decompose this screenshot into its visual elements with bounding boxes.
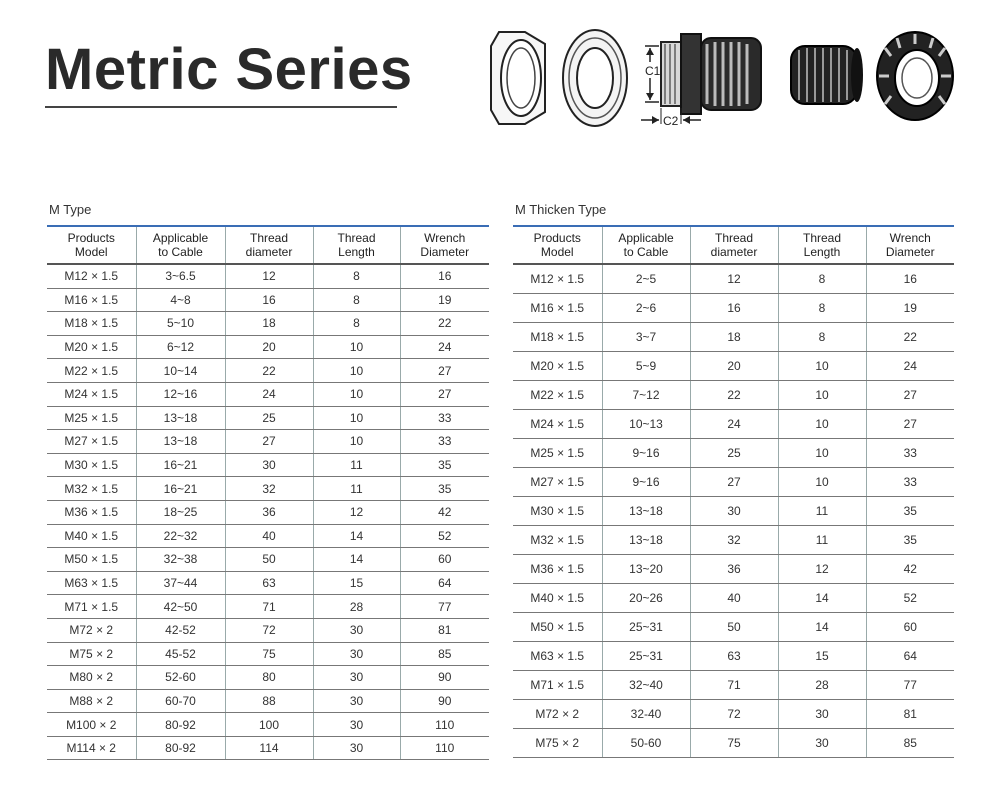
cell-products-model: M80 × 2 [47,666,136,690]
cell-applicable-cable: 80-92 [136,736,225,760]
table-row [47,500,489,524]
cell-applicable-cable: 13~18 [602,526,690,555]
cell-products-model: M40 × 1.5 [513,584,602,613]
cell-thread-length: 11 [313,477,400,501]
cell-thread-length: 8 [313,288,400,312]
cell-applicable-cable: 25~31 [602,642,690,671]
table-row [513,381,954,410]
cell-wrench-diameter: 85 [866,729,954,758]
cell-applicable-cable: 45-52 [136,642,225,666]
cell-wrench-diameter: 33 [400,430,489,454]
cell-products-model: M24 × 1.5 [513,410,602,439]
cell-applicable-cable: 13~18 [602,497,690,526]
cell-wrench-diameter: 19 [400,288,489,312]
cell-thread-length: 30 [313,618,400,642]
cell-thread-length: 8 [313,312,400,336]
cell-thread-length: 14 [778,584,866,613]
cell-products-model: M27 × 1.5 [47,430,136,454]
header-products-model [47,226,136,264]
table-row [47,524,489,548]
cell-products-model: M20 × 1.5 [513,352,602,381]
cell-thread-diameter: 25 [225,406,313,430]
svg-text:C1: C1 [645,64,661,78]
cell-wrench-diameter: 24 [866,352,954,381]
cell-products-model: M63 × 1.5 [47,571,136,595]
m-thicken-type-caption: M Thicken Type [515,202,607,217]
table-row [47,595,489,619]
cell-wrench-diameter: 35 [866,526,954,555]
svg-text:C2: C2 [663,114,679,128]
cell-products-model: M36 × 1.5 [513,555,602,584]
cell-products-model: M32 × 1.5 [47,477,136,501]
cell-products-model: M27 × 1.5 [513,468,602,497]
cell-wrench-diameter: 81 [400,618,489,642]
cell-products-model: M71 × 1.5 [513,671,602,700]
cell-applicable-cable: 13~18 [136,406,225,430]
cell-thread-diameter: 18 [225,312,313,336]
cell-wrench-diameter: 90 [400,689,489,713]
table-row [513,555,954,584]
cell-thread-length: 15 [313,571,400,595]
cell-thread-length: 11 [778,497,866,526]
cell-applicable-cable: 2~6 [602,294,690,323]
cell-thread-diameter: 24 [690,410,778,439]
cell-thread-diameter: 114 [225,736,313,760]
cell-applicable-cable: 42~50 [136,595,225,619]
table-row [513,526,954,555]
header-thread-diameter [225,226,313,264]
cell-wrench-diameter: 42 [400,500,489,524]
cell-wrench-diameter: 85 [400,642,489,666]
table-row [513,264,954,294]
cell-thread-diameter: 24 [225,382,313,406]
cell-applicable-cable: 13~20 [602,555,690,584]
cell-thread-length: 28 [778,671,866,700]
table-row [513,497,954,526]
cell-applicable-cable: 6~12 [136,335,225,359]
header-line: to Cable [623,245,669,259]
lock-nut-icon [491,32,545,124]
cell-wrench-diameter: 52 [866,584,954,613]
cell-wrench-diameter: 35 [400,477,489,501]
cap-nut-front-icon [877,32,953,120]
cell-applicable-cable: 9~16 [602,439,690,468]
table-row [47,689,489,713]
cell-products-model: M18 × 1.5 [47,312,136,336]
cell-applicable-cable: 3~6.5 [136,264,225,288]
cell-products-model: M72 × 2 [47,618,136,642]
cell-thread-length: 11 [778,526,866,555]
cell-thread-diameter: 50 [690,613,778,642]
cell-applicable-cable: 5~10 [136,312,225,336]
table-row [47,666,489,690]
table-row [47,359,489,383]
header-thread-diameter [690,226,778,264]
table-row [47,264,489,288]
cell-wrench-diameter: 77 [400,595,489,619]
cell-thread-diameter: 63 [225,571,313,595]
table-row [513,352,954,381]
cell-applicable-cable: 32~38 [136,548,225,572]
cell-applicable-cable: 9~16 [602,468,690,497]
header-line: Diameter [420,245,470,259]
table-row [513,729,954,758]
cell-thread-diameter: 25 [690,439,778,468]
cell-products-model: M25 × 1.5 [47,406,136,430]
cell-thread-length: 28 [313,595,400,619]
cell-thread-diameter: 40 [225,524,313,548]
cell-applicable-cable: 5~9 [602,352,690,381]
sealing-washer-icon [563,30,627,126]
table-row [513,642,954,671]
cell-thread-diameter: 20 [225,335,313,359]
cell-thread-diameter: 80 [225,666,313,690]
cell-products-model: M16 × 1.5 [47,288,136,312]
header-line: Thread [802,231,842,245]
cell-thread-length: 8 [778,264,866,294]
table-row [513,613,954,642]
header-line: Thread diameter [710,231,758,259]
cell-wrench-diameter: 52 [400,524,489,548]
header-line: Wrench [424,231,466,245]
table-row [47,642,489,666]
cell-thread-length: 14 [313,524,400,548]
cell-wrench-diameter: 110 [400,713,489,737]
cell-wrench-diameter: 64 [400,571,489,595]
cell-wrench-diameter: 42 [866,555,954,584]
cell-wrench-diameter: 77 [866,671,954,700]
cell-wrench-diameter: 27 [400,359,489,383]
cell-products-model: M50 × 1.5 [47,548,136,572]
header-line: Diameter [885,245,935,259]
cell-thread-diameter: 63 [690,642,778,671]
cell-applicable-cable: 52-60 [136,666,225,690]
cell-thread-diameter: 32 [225,477,313,501]
cell-applicable-cable: 20~26 [602,584,690,613]
table-row [47,713,489,737]
cell-thread-length: 8 [778,323,866,352]
cell-thread-diameter: 72 [225,618,313,642]
cell-products-model: M30 × 1.5 [513,497,602,526]
cell-thread-length: 8 [778,294,866,323]
cell-applicable-cable: 22~32 [136,524,225,548]
header-line: Applicable [152,231,209,245]
header-line: Wrench [889,231,931,245]
cell-products-model: M63 × 1.5 [513,642,602,671]
m-thicken-type-table [513,225,954,758]
m-type-table [47,225,489,760]
cell-thread-diameter: 71 [690,671,778,700]
cell-wrench-diameter: 16 [866,264,954,294]
cell-products-model: M71 × 1.5 [47,595,136,619]
cell-thread-diameter: 12 [690,264,778,294]
header-line: to Cable [158,245,203,259]
cell-wrench-diameter: 60 [400,548,489,572]
cell-thread-length: 10 [313,406,400,430]
cell-thread-length: 30 [778,729,866,758]
cell-thread-diameter: 88 [225,689,313,713]
cell-applicable-cable: 60-70 [136,689,225,713]
cell-products-model: M32 × 1.5 [513,526,602,555]
cell-products-model: M75 × 2 [47,642,136,666]
cell-thread-length: 10 [313,382,400,406]
header-wrench-diameter [866,226,954,264]
cell-products-model: M12 × 1.5 [47,264,136,288]
cell-wrench-diameter: 22 [866,323,954,352]
cell-thread-diameter: 27 [690,468,778,497]
cell-thread-diameter: 36 [690,555,778,584]
cell-thread-length: 10 [778,410,866,439]
cell-applicable-cable: 10~13 [602,410,690,439]
cell-thread-diameter: 20 [690,352,778,381]
cell-thread-diameter: 12 [225,264,313,288]
cell-wrench-diameter: 81 [866,700,954,729]
cell-thread-length: 30 [313,642,400,666]
cell-thread-diameter: 32 [690,526,778,555]
cable-gland-illustration [485,24,960,134]
cell-applicable-cable: 32-40 [602,700,690,729]
cell-applicable-cable: 10~14 [136,359,225,383]
cell-thread-diameter: 30 [690,497,778,526]
cell-thread-length: 15 [778,642,866,671]
cell-thread-length: 30 [313,666,400,690]
cap-nut-icon [791,46,863,104]
cell-applicable-cable: 25~31 [602,613,690,642]
cell-wrench-diameter: 22 [400,312,489,336]
cell-wrench-diameter: 24 [400,335,489,359]
header-wrench-diameter [400,226,489,264]
cell-products-model: M18 × 1.5 [513,323,602,352]
cell-products-model: M25 × 1.5 [513,439,602,468]
table-row [47,288,489,312]
table-row [513,584,954,613]
cell-wrench-diameter: 90 [400,666,489,690]
table-row [47,548,489,572]
cell-thread-length: 11 [313,453,400,477]
header-thread-length [778,226,866,264]
cell-products-model: M100 × 2 [47,713,136,737]
header-line: Length [803,245,841,259]
cell-thread-diameter: 40 [690,584,778,613]
cell-thread-length: 10 [778,381,866,410]
cell-thread-length: 30 [313,713,400,737]
cell-applicable-cable: 18~25 [136,500,225,524]
cell-thread-diameter: 71 [225,595,313,619]
table-row [513,468,954,497]
table-row [47,571,489,595]
page-title: Metric Series [45,37,413,102]
cell-thread-diameter: 100 [225,713,313,737]
cell-products-model: M72 × 2 [513,700,602,729]
cell-applicable-cable: 2~5 [602,264,690,294]
table-row [47,477,489,501]
cell-thread-length: 10 [778,439,866,468]
cell-applicable-cable: 80-92 [136,713,225,737]
cell-thread-length: 30 [778,700,866,729]
cell-applicable-cable: 4~8 [136,288,225,312]
header-line: Thread [337,231,376,245]
cell-thread-diameter: 75 [225,642,313,666]
header-line: Products [67,231,115,245]
cell-products-model: M22 × 1.5 [47,359,136,383]
header-products-model [513,226,602,264]
cell-products-model: M75 × 2 [513,729,602,758]
cell-products-model: M12 × 1.5 [513,264,602,294]
table-row [513,700,954,729]
table-row [47,618,489,642]
cell-thread-diameter: 22 [690,381,778,410]
cell-products-model: M36 × 1.5 [47,500,136,524]
cell-thread-diameter: 30 [225,453,313,477]
cell-applicable-cable: 42-52 [136,618,225,642]
cell-wrench-diameter: 110 [400,736,489,760]
cell-products-model: M30 × 1.5 [47,453,136,477]
gland-body-icon [641,34,761,128]
cell-thread-length: 10 [313,359,400,383]
cell-applicable-cable: 37~44 [136,571,225,595]
cell-products-model: M88 × 2 [47,689,136,713]
header-thread-length [313,226,400,264]
cell-thread-diameter: 72 [690,700,778,729]
cell-products-model: M22 × 1.5 [513,381,602,410]
cell-thread-length: 8 [313,264,400,288]
cell-wrench-diameter: 19 [866,294,954,323]
header-line: Model [540,245,574,259]
cell-thread-diameter: 36 [225,500,313,524]
cell-thread-length: 14 [778,613,866,642]
header-line: Model [74,245,108,259]
cell-thread-diameter: 22 [225,359,313,383]
header-line: Applicable [618,231,674,245]
cell-applicable-cable: 16~21 [136,453,225,477]
table-row [513,323,954,352]
cell-thread-length: 12 [778,555,866,584]
cell-thread-length: 30 [313,689,400,713]
title-underline [45,106,397,108]
cell-applicable-cable: 32~40 [602,671,690,700]
header-applicable-cable [602,226,690,264]
cell-thread-diameter: 75 [690,729,778,758]
table-row [47,406,489,430]
cell-thread-diameter: 50 [225,548,313,572]
header-line: Length [338,245,375,259]
table-row [513,294,954,323]
cell-applicable-cable: 16~21 [136,477,225,501]
cell-wrench-diameter: 33 [866,468,954,497]
cell-products-model: M20 × 1.5 [47,335,136,359]
cell-products-model: M114 × 2 [47,736,136,760]
cell-applicable-cable: 50-60 [602,729,690,758]
cell-thread-length: 12 [313,500,400,524]
cell-thread-diameter: 16 [690,294,778,323]
table-row [47,430,489,454]
table-row [47,453,489,477]
cell-products-model: M50 × 1.5 [513,613,602,642]
table-row [513,410,954,439]
table-row [47,312,489,336]
cell-wrench-diameter: 35 [866,497,954,526]
header-line: Products [533,231,581,245]
header-applicable-cable [136,226,225,264]
cell-products-model: M24 × 1.5 [47,382,136,406]
m-type-caption: M Type [49,202,92,217]
table-row [47,335,489,359]
table-row [47,736,489,760]
table-row [513,671,954,700]
cell-thread-diameter: 18 [690,323,778,352]
cell-thread-length: 30 [313,736,400,760]
cell-thread-length: 10 [313,430,400,454]
cell-wrench-diameter: 27 [400,382,489,406]
cell-products-model: M40 × 1.5 [47,524,136,548]
cell-thread-diameter: 16 [225,288,313,312]
cell-thread-length: 10 [778,468,866,497]
cell-wrench-diameter: 35 [400,453,489,477]
cell-thread-length: 10 [313,335,400,359]
cell-products-model: M16 × 1.5 [513,294,602,323]
cell-wrench-diameter: 16 [400,264,489,288]
cell-thread-length: 10 [778,352,866,381]
cell-applicable-cable: 12~16 [136,382,225,406]
cell-thread-length: 14 [313,548,400,572]
cell-wrench-diameter: 27 [866,381,954,410]
cell-wrench-diameter: 33 [400,406,489,430]
cell-wrench-diameter: 27 [866,410,954,439]
cell-wrench-diameter: 64 [866,642,954,671]
table-row [47,382,489,406]
table-row [513,439,954,468]
cell-wrench-diameter: 33 [866,439,954,468]
cell-wrench-diameter: 60 [866,613,954,642]
cell-applicable-cable: 7~12 [602,381,690,410]
cell-applicable-cable: 13~18 [136,430,225,454]
header-line: Thread diameter [245,231,293,259]
cell-thread-diameter: 27 [225,430,313,454]
cell-applicable-cable: 3~7 [602,323,690,352]
